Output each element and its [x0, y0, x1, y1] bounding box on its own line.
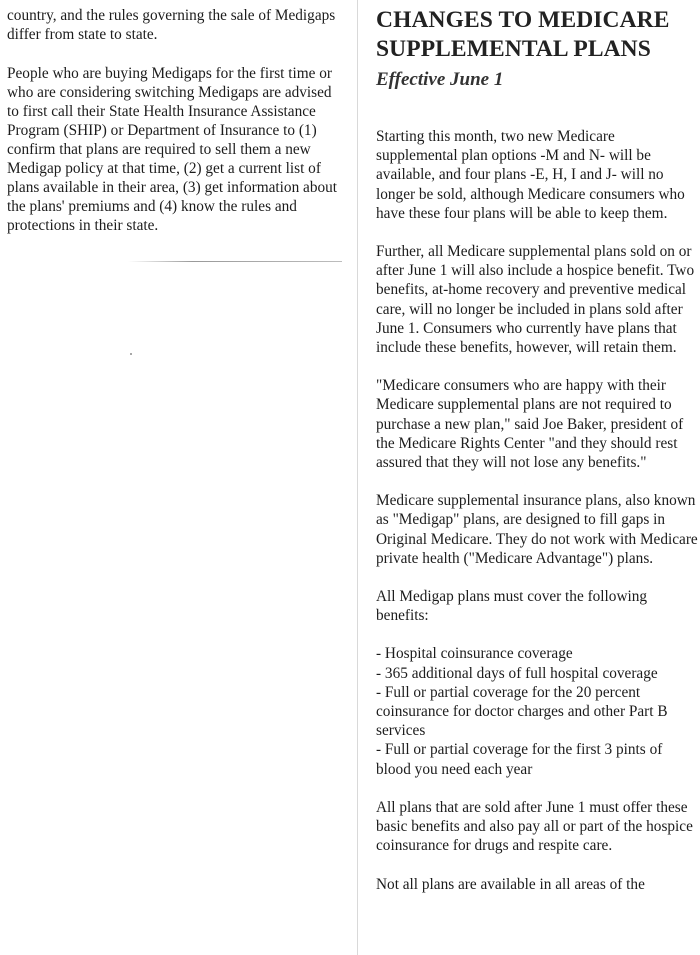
section-end-rule	[128, 261, 342, 262]
article-headline	[376, 6, 698, 64]
article-paragraph: All plans that are sold after June 1 must offer these basic benefits and also pay all or part of the hospice coinsurance for drugs and respite care.	[376, 798, 693, 855]
left-paragraph: People who are buying Medigaps for the first time or who are considering switching Medigaps are advised to first call their State Health Insurance Assistance Program (SHIP) or Department of Insurance to (1) confirm that plans are required to sell them a new Medigap policy at that time, (2) get a current list of plans available in their area, (3) get information about the plans' premiums and (4) know the rules and protections in their state.	[7, 65, 338, 234]
article-body	[376, 127, 698, 894]
benefit-item: - Hospital coinsurance coverage	[376, 645, 573, 663]
article-paragraph: Not all plans are available in all areas of the	[376, 875, 645, 893]
benefit-item: - Full or partial coverage for the 20 percent coinsurance for doctor charges and other Part B services	[376, 683, 668, 740]
scan-speck	[130, 353, 132, 355]
column-divider	[357, 0, 358, 955]
left-paragraph: country, and the rules governing the sale of Medigaps differ from state to state.	[7, 7, 336, 43]
article-paragraph: Further, all Medicare supplemental plans sold on or after June 1 will also include a hospice benefit. Two benefits, at-home recovery and preventive medical care, will no longer be included in plans sold after June 1. Consumers who currently have plans that include these benefits, however, will retain them.	[376, 243, 695, 357]
article-paragraph: All Medigap plans must cover the following benefits:	[376, 588, 648, 625]
headline-line: SUPPLEMENTAL PLANS	[376, 36, 651, 62]
article-dek: Effective June 1	[376, 69, 504, 90]
left-column	[7, 6, 343, 235]
benefit-item: - Full or partial coverage for the first 3 pints of blood you need each year	[376, 741, 663, 778]
benefit-item: - 365 additional days of full hospital coverage	[376, 664, 658, 682]
benefits-list	[376, 644, 698, 778]
article-column	[376, 6, 698, 894]
article-paragraph: "Medicare consumers who are happy with their Medicare supplemental plans are not required to purchase a new plan," said Joe Baker, president of the Medicare Rights Center "and they should rest assured that they will not lose any benefits."	[376, 377, 684, 472]
headline-line: CHANGES TO MEDICARE	[376, 7, 670, 33]
article-paragraph: Starting this month, two new Medicare supplemental plan options -M and N- will be available, and four plans -E, H, I and J- will no longer be sold, although Medicare consumers who have these four plans will be able to keep them.	[376, 128, 685, 222]
article-paragraph: Medicare supplemental insurance plans, also known as "Medigap" plans, are designed to fill gaps in Original Medicare. They do not work with Medicare private health ("Medicare Advantage") plans.	[376, 492, 698, 567]
